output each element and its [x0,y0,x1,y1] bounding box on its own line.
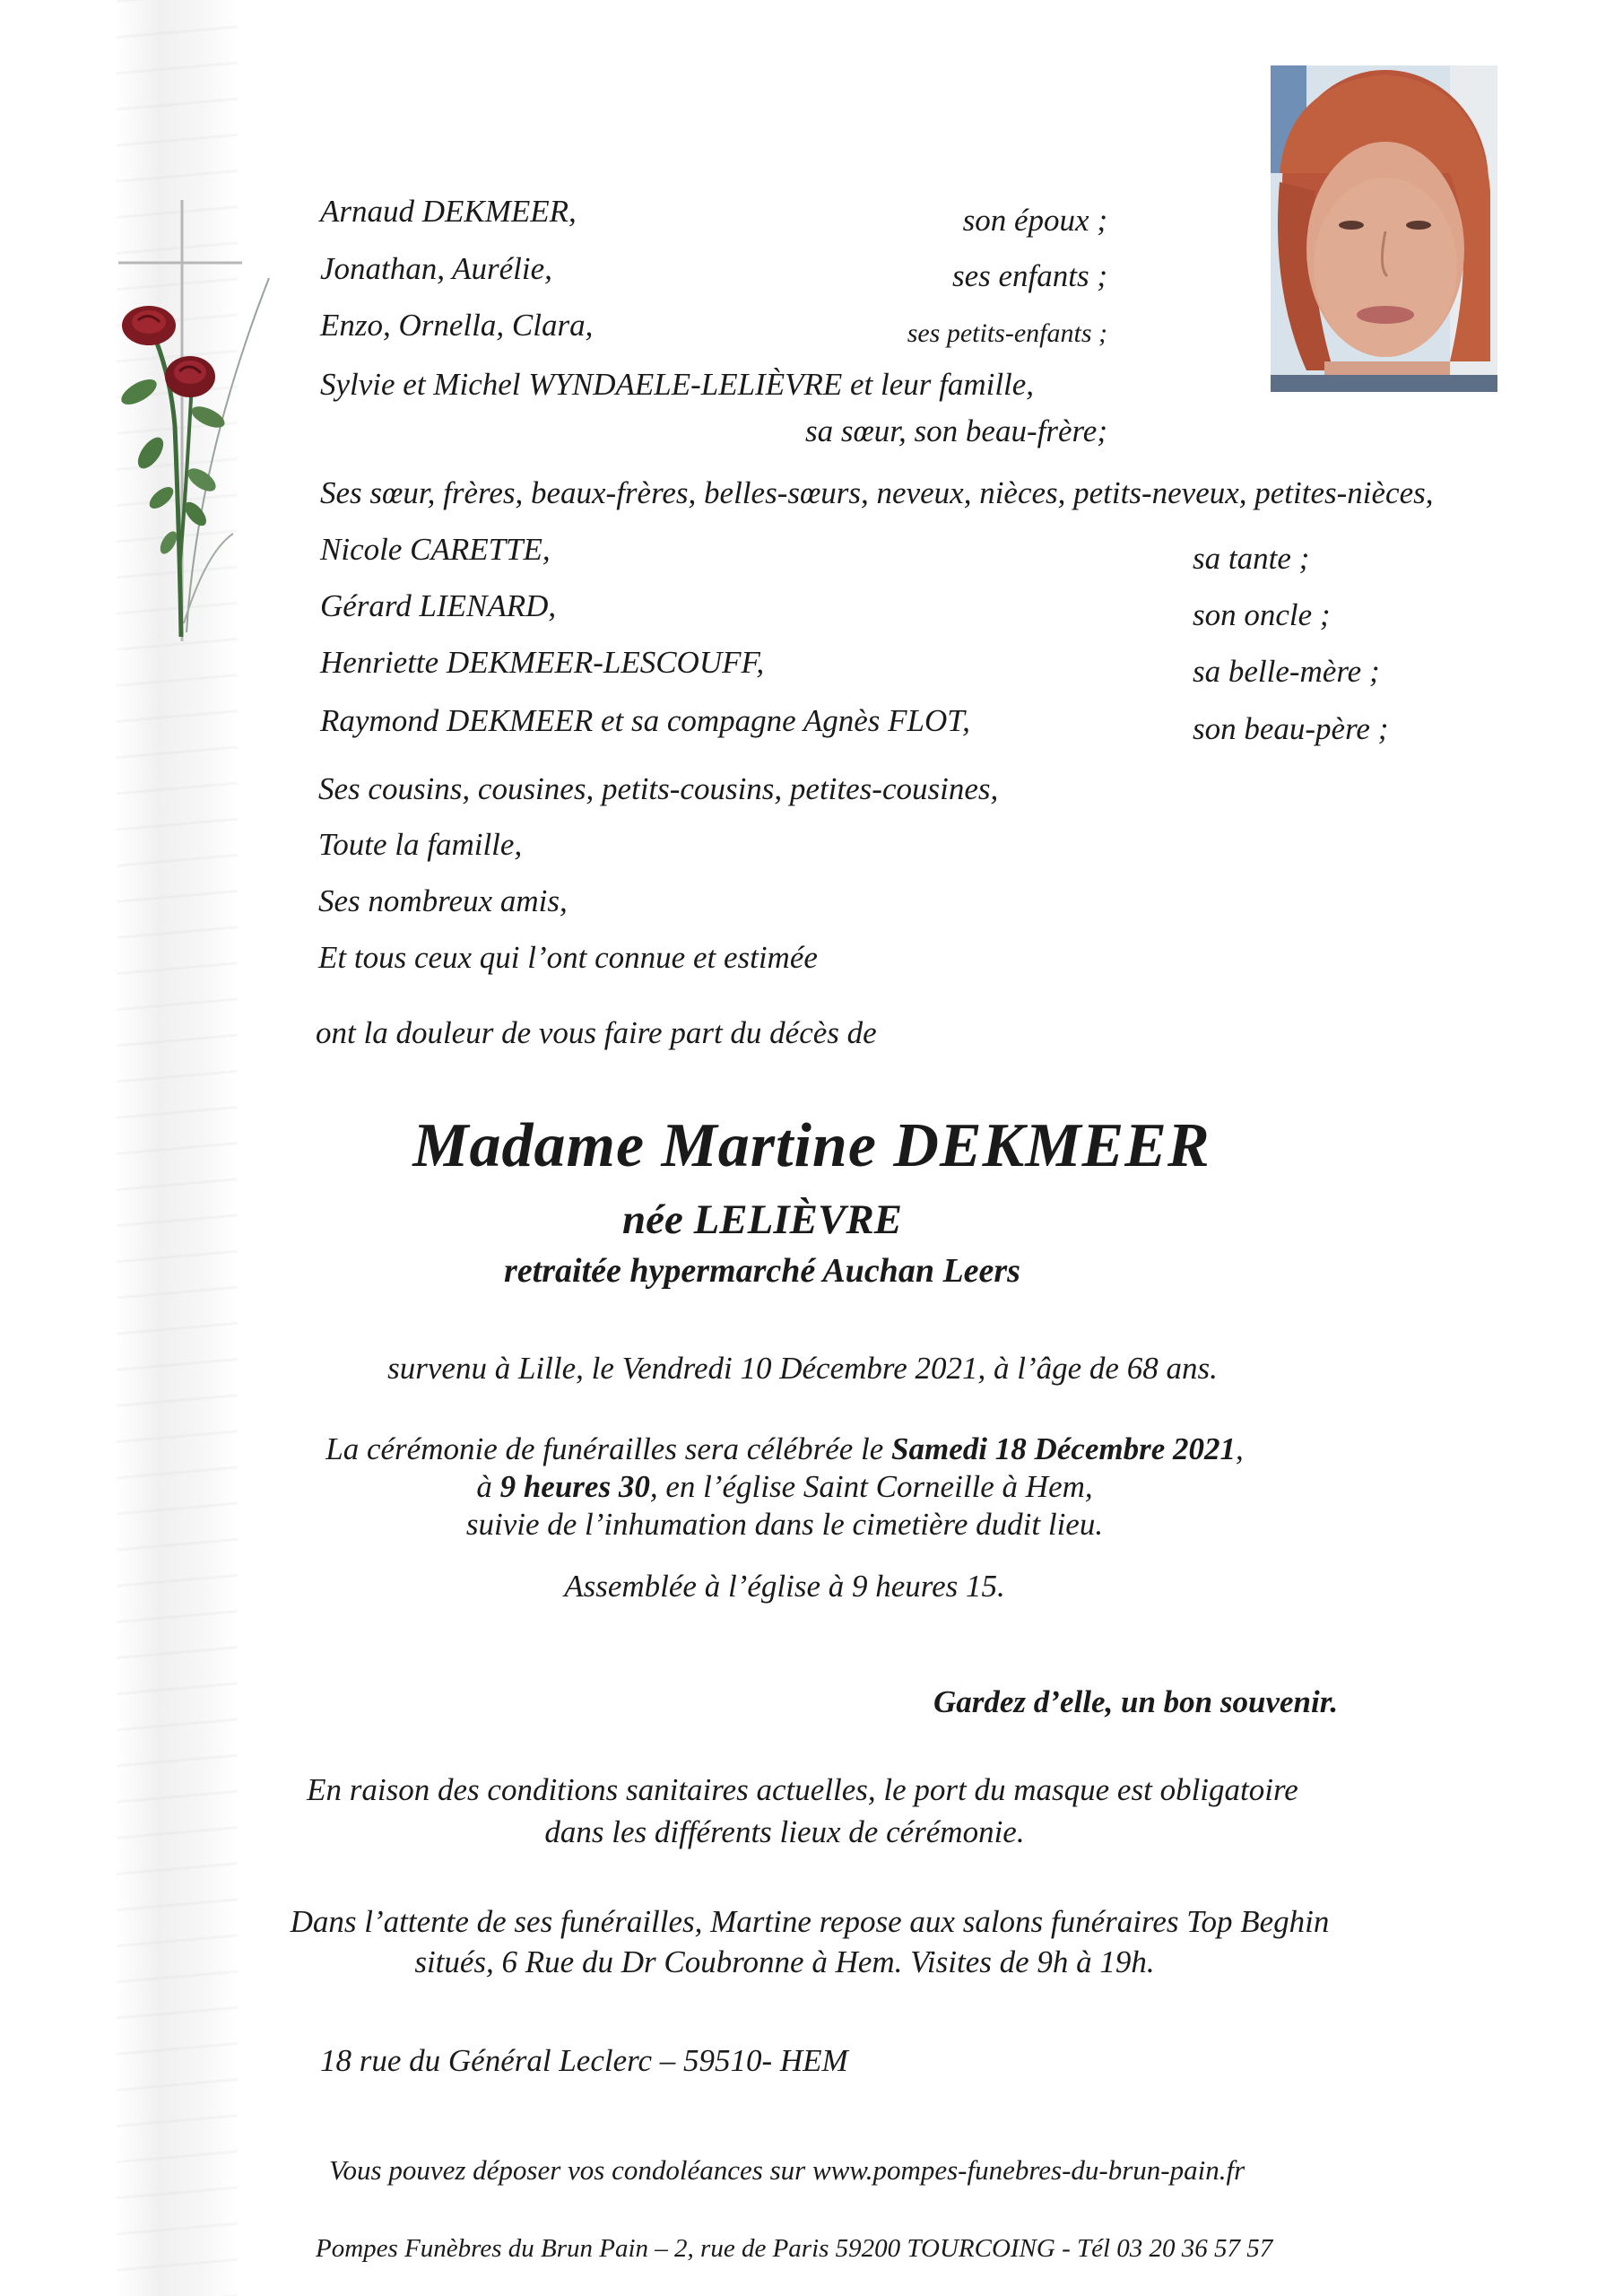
deceased-occupation: retraitée hypermarché Auchan Leers [504,1252,1020,1290]
announce-line: ont la douleur de vous faire part du décès de [316,1015,877,1050]
relative-name-2: Gérard LIENARD, [320,588,557,623]
family-name-3: Enzo, Ornella, Clara, [320,308,594,343]
condolences-line: Vous pouvez déposer vos condoléances sur www.pompes-funebres-du-brun-pain.fr [329,2154,1245,2186]
family-relation-4: sa sœur, son beau-frère; [804,413,1107,448]
death-info: survenu à Lille, le Vendredi 10 Décembre 2021, à l’âge de 68 ans. [387,1351,1218,1386]
family-name-2: Jonathan, Aurélie, [320,251,552,286]
ceremony-time: 9 heures 30 [499,1469,650,1504]
relative-name-4: Raymond DEKMEER et sa compagne Agnès FLOT, [320,703,970,738]
relative-relation-3: sa belle-mère ; [1193,654,1380,689]
ceremony-line-2-suffix: , en l’église Saint Corneille à Hem, [649,1469,1093,1504]
farewell-line: Gardez d’elle, un bon souvenir. [933,1684,1339,1719]
family-relation-1: son époux ; [962,203,1107,238]
viewing-line-2: situés, 6 Rue du Dr Coubronne à Hem. Visites de 9h à 19h. [414,1944,1155,1979]
relative-relation-2: son oncle ; [1193,597,1331,632]
family-relation-2: ses enfants ; [951,258,1107,293]
address-line: 18 rue du Général Leclerc – 59510- HEM [320,2043,848,2078]
ceremony-date: Samedi 18 Décembre 2021 [891,1431,1236,1466]
others-line-3: Ses nombreux amis, [318,883,568,918]
ceremony-line-1-suffix: , [1236,1431,1244,1466]
family-name-4: Sylvie et Michel WYNDAELE-LELIÈVRE et leur famille, [320,367,1035,402]
ceremony-line-1-prefix: La cérémonie de funérailles sera célébrée le [325,1431,892,1466]
ceremony-line-2-prefix: à [476,1469,500,1504]
relative-relation-1: sa tante ; [1193,541,1310,576]
deceased-name: Madame Martine DEKMEER [412,1111,1211,1180]
relative-relation-4: son beau-père ; [1193,711,1389,746]
assembly-line: Assemblée à l’église à 9 heures 15. [564,1569,1005,1604]
cross-and-roses-icon [108,193,287,641]
relative-name-1: Nicole CARETTE, [320,532,551,567]
siblings-line: Ses sœur, frères, beaux-frères, belles-sœurs, neveux, nièces, petits-neveux, petites-nièces, [320,475,1434,510]
ceremony-line-1 [0,1433,1596,1465]
portrait-image [1271,65,1497,392]
ceremony-line-3: suivie de l’inhumation dans le cimetière dudit lieu. [465,1507,1104,1542]
family-name-1: Arnaud DEKMEER, [320,194,577,229]
deceased-maiden-name: née LELIÈVRE [621,1196,903,1243]
viewing-line-1: Dans l’attente de ses funérailles, Martine repose aux salons funéraires Top Beghin [290,1904,1330,1939]
sanitary-line-1: En raison des conditions sanitaires actuelles, le port du masque est obligatoire [307,1772,1298,1807]
others-line-4: Et tous ceux qui l’ont connue et estimée [318,940,818,975]
others-line-1: Ses cousins, cousines, petits-cousins, petites-cousines, [318,771,999,806]
others-line-2: Toute la famille, [318,827,523,862]
relative-name-3: Henriette DEKMEER-LESCOUFF, [320,645,765,680]
family-relation-3: ses petits-enfants ; [907,318,1107,348]
portrait-photo [1271,65,1497,392]
sanitary-line-2: dans les différents lieux de cérémonie. [544,1814,1025,1849]
ceremony-line-2 [0,1471,1596,1502]
footer-line: Pompes Funèbres du Brun Pain – 2, rue de Paris 59200 TOURCOING - Tél 03 20 36 57 57 [316,2234,1273,2263]
